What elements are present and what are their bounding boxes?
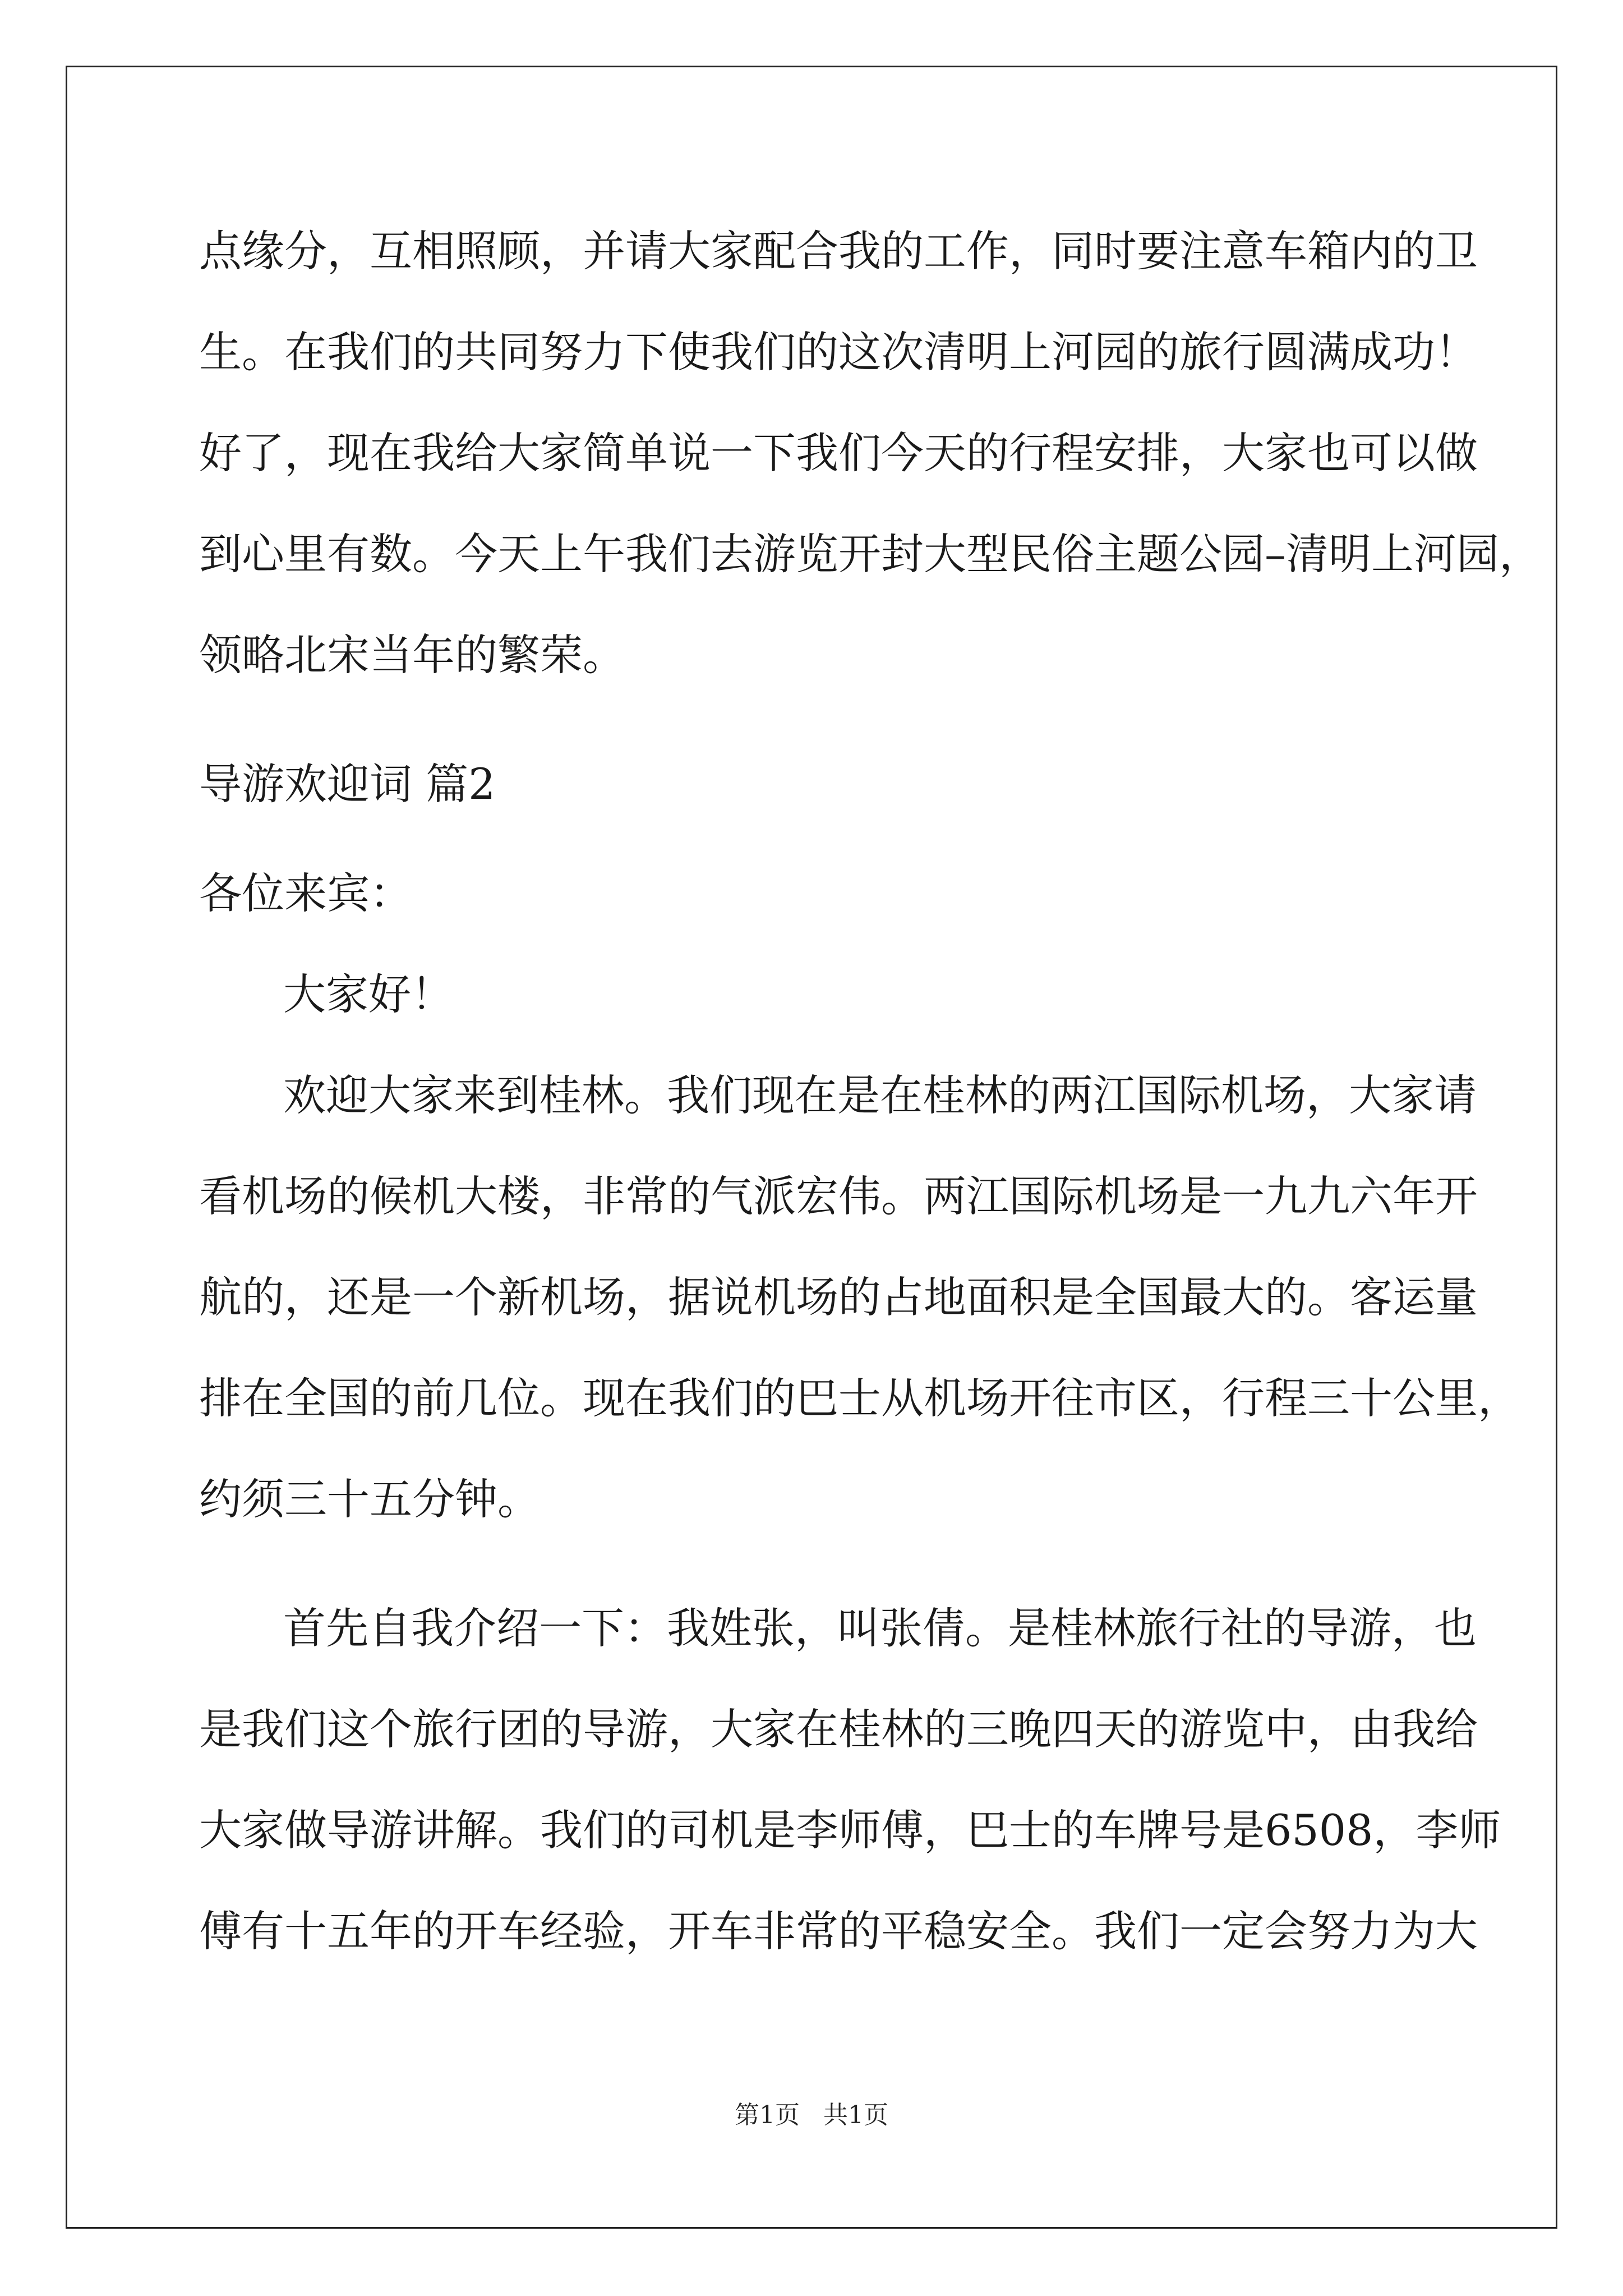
text-line: 生。在我们的共同努力下使我们的这次清明上河园的旅行圆满成功！	[199, 327, 1478, 377]
text-line: 大家做导游讲解。我们的司机是李师傅，巴士的车牌号是6508，李师	[199, 1805, 1501, 1855]
greeting: 大家好！	[283, 969, 454, 1019]
page-number: 第1页	[735, 2101, 800, 2129]
text-line: 点缘分，互相照顾，并请大家配合我的工作，同时要注意车箱内的卫	[199, 226, 1478, 276]
text-line: 是我们这个旅行团的导游，大家在桂林的三晚四天的游览中，由我给	[199, 1704, 1478, 1754]
salutation: 各位来宾：	[199, 868, 412, 918]
page-footer	[0, 2100, 1623, 2131]
text-line: 排在全国的前几位。现在我们的巴士从机场开往市区，行程三十公里，	[199, 1373, 1520, 1423]
text-line: 好了，现在我给大家简单说一下我们今天的行程安排，大家也可以做	[199, 428, 1478, 478]
text-line: 领略北宋当年的繁荣。	[199, 630, 625, 680]
text-line: 约须三十五分钟。	[199, 1474, 540, 1524]
text-line: 傅有十五年的开车经验，开车非常的平稳安全。我们一定会努力为大	[199, 1906, 1478, 1956]
text-line: 欢迎大家来到桂林。我们现在是在桂林的两江国际机场，大家请	[283, 1070, 1477, 1120]
text-line: 看机场的候机大楼，非常的气派宏伟。两江国际机场是一九九六年开	[199, 1171, 1478, 1221]
section-heading: 导游欢迎词 篇2	[199, 759, 496, 809]
page-total: 共1页	[823, 2101, 888, 2129]
text-line: 到心里有数。今天上午我们去游览开封大型民俗主题公园–清明上河园，	[199, 529, 1542, 579]
text-line: 首先自我介绍一下：我姓张，叫张倩。是桂林旅行社的导游，也	[283, 1603, 1477, 1653]
text-line: 航的，还是一个新机场，据说机场的占地面积是全国最大的。客运量	[199, 1272, 1478, 1322]
